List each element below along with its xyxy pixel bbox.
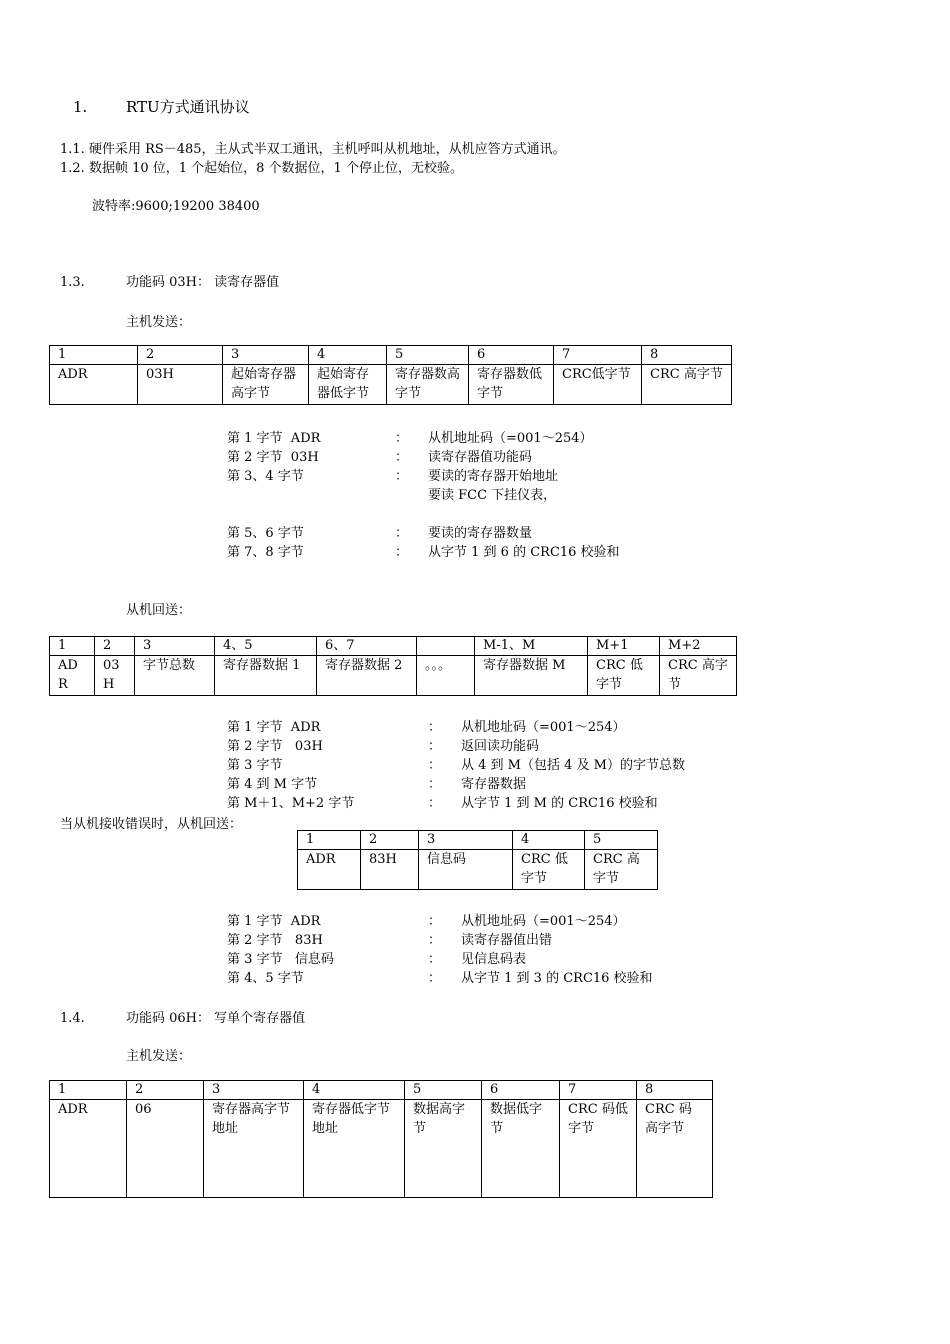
field-colon: ： [395, 526, 409, 541]
table-header-cell: 4、5 [215, 637, 317, 656]
table-header-cell: 4 [513, 831, 585, 850]
field-value: 要读 FCC 下挂仪表， [428, 488, 557, 503]
table-cell: 数据高字节 [405, 1100, 482, 1198]
table-cell: ADR [50, 656, 95, 696]
table-header-cell: 3 [204, 1081, 304, 1100]
field-value: 寄存器数据 [461, 777, 527, 792]
field-key: 第 4、5 字节 [227, 971, 304, 986]
section-1-3-number: 1.3. [60, 275, 85, 290]
host-send-label-2: 主机发送： [126, 1049, 192, 1064]
paragraph-1-1: 1.1. 硬件采用 RS－485，主从式半双工通讯，主机呼叫从机地址，从机应答方式通讯。 [60, 142, 566, 157]
table-header-cell: 4 [309, 346, 387, 365]
field-key: 第 2 字节 03H [227, 739, 323, 754]
table-header-cell: 7 [560, 1081, 637, 1100]
table-header-cell: 6 [469, 346, 554, 365]
table-cell: 寄存器低字节地址 [304, 1100, 405, 1198]
section-title: RTU方式通讯协议 [126, 98, 250, 116]
field-colon: ： [428, 739, 442, 754]
table-header-cell: 2 [95, 637, 135, 656]
table-header-cell: 4 [304, 1081, 405, 1100]
field-key: 第 3、4 字节 [227, 469, 304, 484]
field-key: 第 3 字节 信息码 [227, 952, 334, 967]
field-key: 第 7、8 字节 [227, 545, 304, 560]
field-value: 读寄存器值功能码 [428, 450, 533, 465]
table-cell: 03H [95, 656, 135, 696]
baud-rate: 波特率:9600;19200 38400 [92, 199, 260, 214]
field-colon: ： [428, 933, 442, 948]
table-cell: CRC 码低字节 [560, 1100, 637, 1198]
section-1-3-title: 功能码 03H： 读寄存器值 [126, 275, 280, 290]
field-key: 第 M＋1、M+2 字节 [227, 796, 355, 811]
table-cell: 寄存器数低字节 [469, 365, 554, 405]
table-cell: ADR [50, 1100, 127, 1198]
table-header-cell: 5 [387, 346, 469, 365]
field-colon: ： [428, 952, 442, 967]
field-value: 从字节 1 到 6 的 CRC16 校验和 [428, 545, 620, 560]
table-cell: 字节总数 [135, 656, 215, 696]
section-1-4-title: 功能码 06H： 写单个寄存器值 [126, 1011, 306, 1026]
table-cell: 信息码 [419, 850, 513, 890]
field-colon: ： [395, 450, 409, 465]
table-header-cell: 1 [50, 1081, 127, 1100]
field-key: 第 5、6 字节 [227, 526, 304, 541]
field-key: 第 2 字节 83H [227, 933, 323, 948]
table-header-cell: 5 [585, 831, 658, 850]
table-cell: 起始寄存器高字节 [223, 365, 309, 405]
table-header-cell: 2 [127, 1081, 204, 1100]
field-value: 要读的寄存器数量 [428, 526, 533, 541]
table-header-cell: 3 [223, 346, 309, 365]
table-cell: CRC 码高字节 [637, 1100, 713, 1198]
table-header-cell: 6、7 [317, 637, 417, 656]
table-header-cell: 1 [50, 637, 95, 656]
field-colon: ： [395, 431, 409, 446]
table-header-cell: 2 [138, 346, 223, 365]
table-cell: 寄存器数据 2 [317, 656, 417, 696]
table-header-cell: 2 [361, 831, 419, 850]
table-header-cell: 3 [419, 831, 513, 850]
table-cell: CRC 低字节 [513, 850, 585, 890]
field-value: 从机地址码（=001～254） [461, 720, 626, 735]
field-value: 见信息码表 [461, 952, 527, 967]
table-cell: 数据低字节 [482, 1100, 560, 1198]
table-cell: 06 [127, 1100, 204, 1198]
table-cell: 。。。 [417, 656, 475, 696]
table-cell: 寄存器数高字节 [387, 365, 469, 405]
slave-send-label: 从机回送： [126, 603, 192, 618]
field-key: 第 4 到 M 字节 [227, 777, 318, 792]
table-cell: 83H [361, 850, 419, 890]
table-header-cell: 6 [482, 1081, 560, 1100]
table-cell: CRC 低字节 [588, 656, 660, 696]
table-header-cell: 1 [298, 831, 361, 850]
host-request-table [49, 345, 732, 405]
field-value: 从字节 1 到 3 的 CRC16 校验和 [461, 971, 653, 986]
field-colon: ： [428, 758, 442, 773]
field-colon: ： [395, 545, 409, 560]
table-header-cell: 5 [405, 1081, 482, 1100]
field-colon: ： [428, 914, 442, 929]
table-cell: CRC 高字节 [642, 365, 732, 405]
field-key: 第 2 字节 03H [227, 450, 319, 465]
field-value: 要读的寄存器开始地址 [428, 469, 559, 484]
table-cell: 寄存器数据 1 [215, 656, 317, 696]
table-cell: CRC 高字节 [660, 656, 737, 696]
host-send-label: 主机发送： [126, 315, 192, 330]
write-register-table [49, 1080, 713, 1198]
table-header-cell [417, 637, 475, 656]
table-header-cell: 8 [637, 1081, 713, 1100]
field-colon: ： [395, 469, 409, 484]
table-cell: 寄存器高字节地址 [204, 1100, 304, 1198]
table-header-cell: 3 [135, 637, 215, 656]
section-1-4-number: 1.4. [60, 1011, 85, 1026]
field-value: 从字节 1 到 M 的 CRC16 校验和 [461, 796, 658, 811]
field-colon: ： [428, 796, 442, 811]
field-value: 读寄存器值出错 [461, 933, 553, 948]
section-number: 1. [73, 98, 88, 116]
slave-response-table [49, 636, 737, 696]
field-key: 第 3 字节 [227, 758, 283, 773]
field-value: 返回读功能码 [461, 739, 540, 754]
field-colon: ： [428, 777, 442, 792]
field-value: 从 4 到 M（包括 4 及 M）的字节总数 [461, 758, 685, 773]
paragraph-1-2: 1.2. 数据帧 10 位，1 个起始位，8 个数据位，1 个停止位，无校验。 [60, 161, 463, 176]
error-note: 当从机接收错误时，从机回送： [60, 817, 243, 832]
table-cell: 寄存器数据 M [475, 656, 588, 696]
table-cell: 03H [138, 365, 223, 405]
error-response-table [297, 830, 658, 890]
table-cell: 起始寄存器低字节 [309, 365, 387, 405]
table-cell: ADR [298, 850, 361, 890]
field-colon: ： [428, 720, 442, 735]
field-colon: ： [428, 971, 442, 986]
field-key: 第 1 字节 ADR [227, 914, 321, 929]
table-header-cell: M-1、M [475, 637, 588, 656]
table-header-cell: 1 [50, 346, 138, 365]
table-header-cell: 7 [554, 346, 642, 365]
field-key: 第 1 字节 ADR [227, 431, 321, 446]
field-key: 第 1 字节 ADR [227, 720, 321, 735]
table-cell: CRC低字节 [554, 365, 642, 405]
table-header-cell: 8 [642, 346, 732, 365]
table-header-cell: M+1 [588, 637, 660, 656]
table-cell: ADR [50, 365, 138, 405]
table-cell: CRC 高字节 [585, 850, 658, 890]
field-value: 从机地址码（=001～254） [428, 431, 593, 446]
table-header-cell: M+2 [660, 637, 737, 656]
field-value: 从机地址码（=001～254） [461, 914, 626, 929]
